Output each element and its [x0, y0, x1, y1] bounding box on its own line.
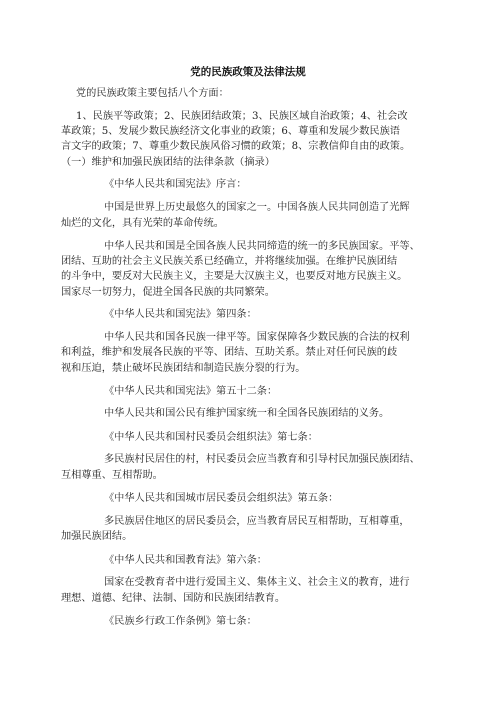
clause-line: 中华人民共和国是全国各族人民共同缔造的统一的多民族国家。平等、 — [104, 241, 420, 252]
clause-line: 视和压迫，禁止破坏民族团结和制造民族分裂的行为。 — [61, 363, 306, 374]
clause-line: 多民族居住地区的居民委员会，应当教育居民互相帮助，互相尊重， — [104, 516, 410, 527]
clause-line: 国家尽一切努力，促进全国各民族的共同繁荣。 — [61, 287, 275, 298]
clause-line: 和利益，维护和发展各民族的平等、团结、互助关系。禁止对任何民族的歧 — [61, 347, 398, 358]
intro-line: 党的民族政策主要包括八个方面： — [76, 88, 229, 99]
clause-line: 国家在受教育者中进行爱国主义、集体主义、社会主义的教育，进行 — [104, 577, 410, 588]
clause-line: 团结、互助的社会主义民族关系已经确立，并将继续加强。在维护民族团结 — [61, 256, 398, 267]
clause-line: 加强民族团结。 — [61, 531, 133, 542]
document-title: 党的民族政策及法律法规 — [190, 66, 306, 78]
clause-line: 的斗争中，要反对大民族主义，主要是大汉族主义，也要反对地方民族主义。 — [61, 271, 408, 282]
clause-heading: 《中华人民共和国村民委员会组织法》第七条： — [104, 432, 318, 443]
clause-heading: 《中华人民共和国宪法》序言： — [104, 179, 247, 190]
clause-line: 中华人民共和国各民族一律平等。国家保障各少数民族的合法的权利 — [104, 332, 410, 343]
policy-line-2: 革政策；5、发展少数民族经济文化事业的政策；6、尊重和发展少数民族语 — [61, 126, 400, 137]
clause-line: 多民族村民居住的村，村民委员会应当教育和引导村民加强民族团结、 — [104, 454, 420, 465]
clause-heading: 《中华人民共和国教育法》第六条： — [104, 555, 267, 566]
clause-line: 互相尊重、互相帮助。 — [61, 470, 163, 481]
clause-heading: 《中华人民共和国宪法》第五十二条： — [104, 386, 278, 397]
clause-heading: 《中华人民共和国宪法》第四条： — [104, 309, 257, 320]
clause-heading: 《民族乡行政工作条例》第七条： — [104, 616, 257, 627]
clause-line: 理想、道德、纪律、法制、国防和民族团结教育。 — [61, 593, 286, 604]
policy-line-1: 1、民族平等政策；2、民族团结政策；3、民族区域自治政策；4、社会改 — [76, 111, 408, 122]
clause-line: 灿烂的文化，具有光荣的革命传统。 — [61, 218, 224, 229]
clause-heading: 《中华人民共和国城市居民委员会组织法》第五条： — [104, 493, 339, 504]
section-heading: （一）维护和加强民族团结的法律条款（摘录） — [61, 157, 275, 168]
policy-line-3: 言文字的政策；7、尊重少数民族风俗习惯的政策；8、宗教信仰自由的政策。 — [61, 141, 411, 152]
clause-line: 中华人民共和国公民有维护国家统一和全国各民族团结的义务。 — [104, 408, 390, 419]
clause-line: 中国是世界上历史最悠久的国家之一。中国各族人民共同创造了光辉 — [104, 202, 410, 213]
